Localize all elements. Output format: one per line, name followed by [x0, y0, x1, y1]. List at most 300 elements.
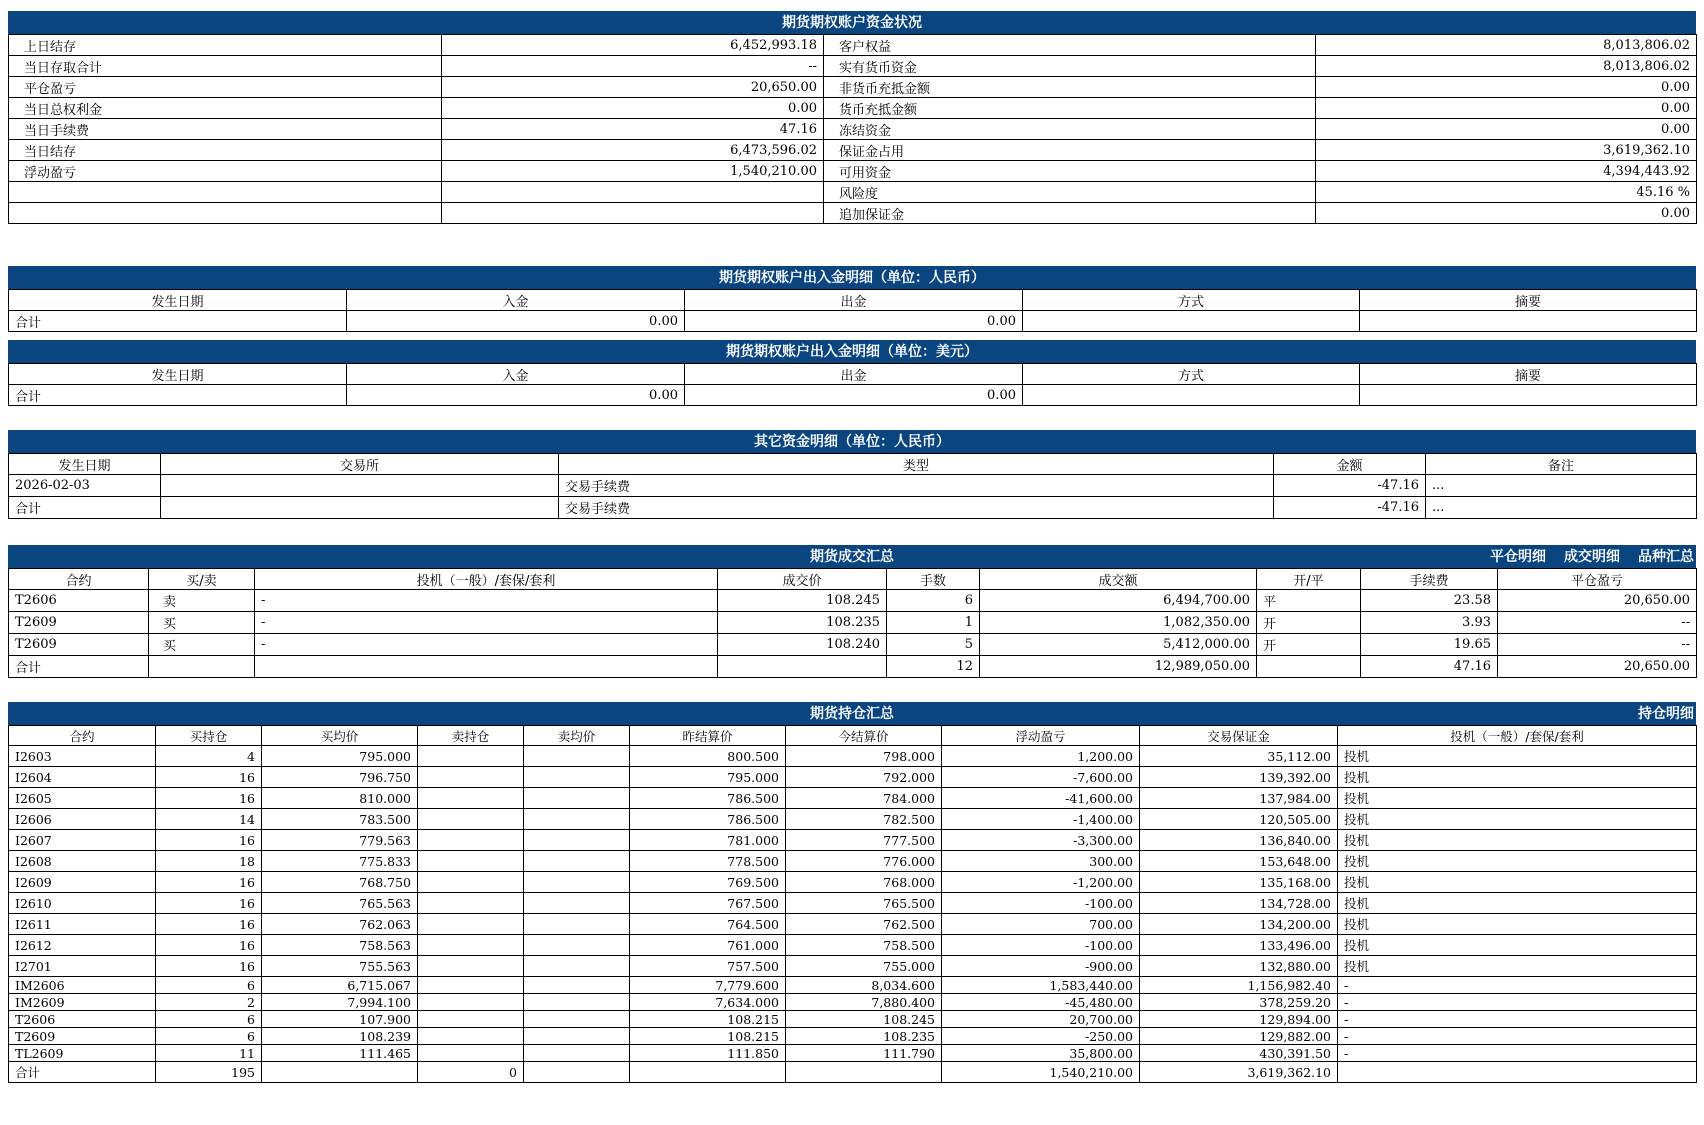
- column-header: 交易所: [161, 454, 559, 475]
- other-funds-title: 其它资金明细（单位：人民币）: [8, 430, 1696, 453]
- trade-summary-link[interactable]: 成交明细: [1564, 549, 1620, 565]
- table-cell: -: [255, 634, 718, 656]
- column-header: 交易保证金: [1140, 726, 1338, 746]
- fund-item-label: 非货币充抵金额: [824, 77, 1316, 98]
- table-cell: -45,480.00: [942, 994, 1140, 1011]
- table-cell: 平: [1257, 590, 1361, 612]
- table-cell: 开: [1257, 612, 1361, 634]
- fund-item-label: 当日手续费: [9, 119, 442, 140]
- column-header: 合约: [9, 726, 156, 746]
- table-row: [9, 497, 1697, 519]
- table-cell: 投机: [1338, 830, 1697, 851]
- table-cell: 765.563: [262, 893, 418, 914]
- table-cell: 1,156,982.40: [1140, 977, 1338, 994]
- total-value: [524, 1062, 630, 1083]
- table-cell: 782.500: [786, 809, 942, 830]
- table-cell: 1,583,440.00: [942, 977, 1140, 994]
- trade-summary-section: [8, 545, 1696, 678]
- fund-item-value: 47.16: [442, 119, 824, 140]
- table-cell: 16: [156, 788, 262, 809]
- table-cell: 投机: [1338, 767, 1697, 788]
- table-cell: 开: [1257, 634, 1361, 656]
- total-label: 合计: [9, 1062, 156, 1083]
- table-cell: [418, 851, 524, 872]
- column-header: 入金: [347, 364, 685, 385]
- deposit-usd-table: [8, 363, 1697, 406]
- table-cell: [418, 788, 524, 809]
- table-row: [9, 977, 1697, 994]
- total-value: 0.00: [685, 385, 1023, 406]
- total-value: 1,540,210.00: [942, 1062, 1140, 1083]
- position-summary-link[interactable]: 持仓明细: [1638, 706, 1694, 722]
- column-header: 方式: [1023, 290, 1360, 311]
- table-cell: [418, 977, 524, 994]
- table-cell: I2608: [9, 851, 156, 872]
- fund-item-value: [442, 182, 824, 203]
- table-cell: [524, 851, 630, 872]
- fund-item-value: 6,473,596.02: [442, 140, 824, 161]
- table-cell: [418, 872, 524, 893]
- table-cell: 16: [156, 956, 262, 977]
- table-row: [9, 590, 1697, 612]
- table-cell: [524, 1011, 630, 1028]
- table-cell: T2606: [9, 590, 149, 612]
- table-cell: -1,400.00: [942, 809, 1140, 830]
- table-cell: -100.00: [942, 893, 1140, 914]
- table-cell: 3.93: [1361, 612, 1498, 634]
- total-value: 195: [156, 1062, 262, 1083]
- fund-item-value: 45.16 %: [1316, 182, 1697, 203]
- column-header: 备注: [1426, 454, 1697, 475]
- table-cell: 755.563: [262, 956, 418, 977]
- total-value: [149, 656, 255, 678]
- table-cell: 795.000: [262, 746, 418, 767]
- fund-status-table: [8, 34, 1697, 224]
- table-cell: T2606: [9, 1011, 156, 1028]
- table-cell: [524, 956, 630, 977]
- total-value: [1338, 1062, 1697, 1083]
- table-cell: [418, 746, 524, 767]
- table-cell: 5,412,000.00: [980, 634, 1257, 656]
- table-cell: -100.00: [942, 935, 1140, 956]
- table-row: [9, 994, 1697, 1011]
- table-cell: 129,882.00: [1140, 1028, 1338, 1045]
- table-cell: 23.58: [1361, 590, 1498, 612]
- column-header: 开/平: [1257, 569, 1361, 590]
- table-cell: [418, 956, 524, 977]
- table-cell: 133,496.00: [1140, 935, 1338, 956]
- fund-item-value: 8,013,806.02: [1316, 35, 1697, 56]
- fund-status-row: [9, 98, 1697, 119]
- table-cell: -47.16: [1274, 475, 1426, 497]
- table-cell: 1: [887, 612, 980, 634]
- total-value: [1360, 385, 1697, 406]
- table-cell: 792.000: [786, 767, 942, 788]
- table-cell: 19.65: [1361, 634, 1498, 656]
- column-header: 投机（一般）/套保/套利: [255, 569, 718, 590]
- fund-status-row: [9, 140, 1697, 161]
- table-cell: I2606: [9, 809, 156, 830]
- table-cell: [418, 767, 524, 788]
- table-cell: 796.750: [262, 767, 418, 788]
- table-cell: 2026-02-03: [9, 475, 161, 497]
- table-cell: 卖: [149, 590, 255, 612]
- table-cell: 16: [156, 935, 262, 956]
- column-header: 买/卖: [149, 569, 255, 590]
- position-summary-table: [8, 725, 1697, 1083]
- table-cell: 2: [156, 994, 262, 1011]
- table-cell: 买: [149, 634, 255, 656]
- total-row: [9, 311, 1697, 332]
- header-row: [9, 364, 1697, 385]
- column-header: 平仓盈亏: [1498, 569, 1697, 590]
- table-cell: -: [1338, 994, 1697, 1011]
- fund-item-label: 当日结存: [9, 140, 442, 161]
- table-cell: 1,082,350.00: [980, 612, 1257, 634]
- table-cell: 111.850: [630, 1045, 786, 1062]
- column-header: 手续费: [1361, 569, 1498, 590]
- fund-item-value: 0.00: [1316, 203, 1697, 224]
- table-cell: 778.500: [630, 851, 786, 872]
- other-funds-section: [8, 430, 1696, 519]
- column-header: 买均价: [262, 726, 418, 746]
- table-cell: 6,494,700.00: [980, 590, 1257, 612]
- table-cell: 779.563: [262, 830, 418, 851]
- table-cell: 107.900: [262, 1011, 418, 1028]
- table-cell: 35,800.00: [942, 1045, 1140, 1062]
- table-cell: IM2606: [9, 977, 156, 994]
- total-value: 47.16: [1361, 656, 1498, 678]
- total-label: 合计: [9, 385, 347, 406]
- column-header: 今结算价: [786, 726, 942, 746]
- table-row: [9, 956, 1697, 977]
- table-cell: -3,300.00: [942, 830, 1140, 851]
- table-cell: 6: [156, 977, 262, 994]
- fund-item-value: [442, 203, 824, 224]
- fund-item-label: 平仓盈亏: [9, 77, 442, 98]
- table-cell: 买: [149, 612, 255, 634]
- fund-item-value: 20,650.00: [442, 77, 824, 98]
- table-cell: -900.00: [942, 956, 1140, 977]
- deposit-cny-table: [8, 289, 1697, 332]
- total-label: 合计: [9, 311, 347, 332]
- table-cell: 投机: [1338, 956, 1697, 977]
- table-row: [9, 1028, 1697, 1045]
- other-funds-table: [8, 453, 1697, 519]
- table-cell: [524, 1028, 630, 1045]
- table-cell: I2607: [9, 830, 156, 851]
- table-cell: 交易手续费: [559, 475, 1274, 497]
- table-cell: [524, 788, 630, 809]
- table-row: [9, 851, 1697, 872]
- total-value: [630, 1062, 786, 1083]
- table-cell: 16: [156, 830, 262, 851]
- fund-item-label: 可用资金: [824, 161, 1316, 182]
- fund-item-label: 风险度: [824, 182, 1316, 203]
- table-cell: [524, 935, 630, 956]
- fund-item-value: --: [442, 56, 824, 77]
- fund-item-label: 客户权益: [824, 35, 1316, 56]
- column-header: 出金: [685, 290, 1023, 311]
- table-cell: [524, 809, 630, 830]
- table-cell: I2604: [9, 767, 156, 788]
- fund-item-value: 0.00: [1316, 98, 1697, 119]
- trade-summary-link[interactable]: 平仓明细: [1490, 549, 1546, 565]
- table-row: [9, 475, 1697, 497]
- position-summary-title: 期货持仓汇总: [810, 706, 894, 722]
- table-cell: 430,391.50: [1140, 1045, 1338, 1062]
- table-cell: 768.000: [786, 872, 942, 893]
- column-header: 发生日期: [9, 290, 347, 311]
- column-header: 买持仓: [156, 726, 262, 746]
- fund-item-value: 1,540,210.00: [442, 161, 824, 182]
- table-cell: [418, 935, 524, 956]
- fund-item-label: 上日结存: [9, 35, 442, 56]
- table-cell: 20,700.00: [942, 1011, 1140, 1028]
- column-header: 昨结算价: [630, 726, 786, 746]
- table-cell: 134,200.00: [1140, 914, 1338, 935]
- total-value: 0.00: [685, 311, 1023, 332]
- table-row: [9, 935, 1697, 956]
- table-cell: 758.500: [786, 935, 942, 956]
- table-cell: 108.235: [718, 612, 887, 634]
- fund-item-value: 8,013,806.02: [1316, 56, 1697, 77]
- table-cell: 20,650.00: [1498, 590, 1697, 612]
- table-cell: 投机: [1338, 893, 1697, 914]
- table-cell: 6: [156, 1028, 262, 1045]
- table-cell: 700.00: [942, 914, 1140, 935]
- table-cell: 784.000: [786, 788, 942, 809]
- table-cell: 35,112.00: [1140, 746, 1338, 767]
- table-cell: 108.235: [786, 1028, 942, 1045]
- trade-summary-table: [8, 568, 1697, 678]
- fund-status-row: [9, 35, 1697, 56]
- column-header: 发生日期: [9, 454, 161, 475]
- table-cell: 4: [156, 746, 262, 767]
- fund-item-label: 保证金占用: [824, 140, 1316, 161]
- table-cell: [418, 830, 524, 851]
- total-value: [1257, 656, 1361, 678]
- total-value: [786, 1062, 942, 1083]
- table-cell: 16: [156, 767, 262, 788]
- total-value: 0.00: [347, 311, 685, 332]
- table-cell: 16: [156, 893, 262, 914]
- table-cell: I2603: [9, 746, 156, 767]
- table-row: [9, 914, 1697, 935]
- fund-status-row: [9, 119, 1697, 140]
- deposit-usd-title: 期货期权账户出入金明细（单位：美元）: [8, 340, 1696, 363]
- table-cell: -: [255, 590, 718, 612]
- table-row: [9, 830, 1697, 851]
- column-header: 成交价: [718, 569, 887, 590]
- position-summary-section: [8, 702, 1696, 1083]
- deposit-cny-section: [8, 266, 1696, 332]
- trade-summary-link[interactable]: 品种汇总: [1638, 549, 1694, 565]
- table-cell: 108.245: [718, 590, 887, 612]
- table-cell: -1,200.00: [942, 872, 1140, 893]
- table-cell: 18: [156, 851, 262, 872]
- table-cell: ...: [1426, 475, 1697, 497]
- table-row: [9, 612, 1697, 634]
- table-cell: -250.00: [942, 1028, 1140, 1045]
- table-cell: 108.240: [718, 634, 887, 656]
- column-header: 手数: [887, 569, 980, 590]
- table-cell: [524, 1045, 630, 1062]
- table-cell: T2609: [9, 634, 149, 656]
- table-cell: 135,168.00: [1140, 872, 1338, 893]
- table-cell: [524, 977, 630, 994]
- table-cell: 758.563: [262, 935, 418, 956]
- total-value: [1023, 311, 1360, 332]
- column-header: 摘要: [1360, 290, 1697, 311]
- table-cell: -7,600.00: [942, 767, 1140, 788]
- fund-item-label: 浮动盈亏: [9, 161, 442, 182]
- table-cell: ...: [1426, 497, 1697, 519]
- table-cell: I2610: [9, 893, 156, 914]
- table-cell: 14: [156, 809, 262, 830]
- table-row: [9, 1045, 1697, 1062]
- table-cell: 1,200.00: [942, 746, 1140, 767]
- table-cell: 108.215: [630, 1028, 786, 1045]
- table-cell: -: [255, 612, 718, 634]
- column-header: 入金: [347, 290, 685, 311]
- table-cell: I2605: [9, 788, 156, 809]
- table-cell: 16: [156, 914, 262, 935]
- table-cell: [418, 893, 524, 914]
- table-cell: [524, 830, 630, 851]
- table-cell: 762.500: [786, 914, 942, 935]
- table-cell: I2609: [9, 872, 156, 893]
- table-cell: [524, 746, 630, 767]
- fund-status-row: [9, 77, 1697, 98]
- table-cell: 300.00: [942, 851, 1140, 872]
- table-row: [9, 788, 1697, 809]
- table-cell: --: [1498, 634, 1697, 656]
- table-cell: 800.500: [630, 746, 786, 767]
- table-cell: -47.16: [1274, 497, 1426, 519]
- table-cell: [418, 809, 524, 830]
- table-cell: 765.500: [786, 893, 942, 914]
- table-cell: 108.245: [786, 1011, 942, 1028]
- table-cell: [161, 497, 559, 519]
- column-header: 金额: [1274, 454, 1426, 475]
- table-cell: 6: [887, 590, 980, 612]
- header-row: [9, 726, 1697, 746]
- table-cell: [524, 872, 630, 893]
- fund-item-label: 实有货币资金: [824, 56, 1316, 77]
- table-cell: 11: [156, 1045, 262, 1062]
- total-value: 3,619,362.10: [1140, 1062, 1338, 1083]
- table-cell: -: [1338, 1045, 1697, 1062]
- table-cell: TL2609: [9, 1045, 156, 1062]
- column-header: 合约: [9, 569, 149, 590]
- table-cell: 111.790: [786, 1045, 942, 1062]
- position-summary-links: [1620, 702, 1694, 726]
- fund-status-row: [9, 161, 1697, 182]
- total-value: [718, 656, 887, 678]
- table-cell: 投机: [1338, 746, 1697, 767]
- fund-status-row: [9, 56, 1697, 77]
- table-cell: 139,392.00: [1140, 767, 1338, 788]
- table-cell: 8,034.600: [786, 977, 942, 994]
- column-header: 方式: [1023, 364, 1360, 385]
- table-cell: 投机: [1338, 914, 1697, 935]
- table-cell: 757.500: [630, 956, 786, 977]
- column-header: 成交额: [980, 569, 1257, 590]
- fund-item-value: 3,619,362.10: [1316, 140, 1697, 161]
- total-row: [9, 385, 1697, 406]
- table-row: [9, 634, 1697, 656]
- table-cell: 132,880.00: [1140, 956, 1338, 977]
- table-cell: 764.500: [630, 914, 786, 935]
- fund-item-label: 冻结资金: [824, 119, 1316, 140]
- fund-item-value: 6,452,993.18: [442, 35, 824, 56]
- table-cell: 153,648.00: [1140, 851, 1338, 872]
- table-cell: 6: [156, 1011, 262, 1028]
- table-cell: 786.500: [630, 788, 786, 809]
- column-header: 投机（一般）/套保/套利: [1338, 726, 1697, 746]
- table-cell: 136,840.00: [1140, 830, 1338, 851]
- table-cell: 合计: [9, 497, 161, 519]
- fund-item-label: 追加保证金: [824, 203, 1316, 224]
- table-cell: 776.000: [786, 851, 942, 872]
- table-cell: 108.239: [262, 1028, 418, 1045]
- table-cell: 129,894.00: [1140, 1011, 1338, 1028]
- table-cell: 投机: [1338, 872, 1697, 893]
- table-cell: 7,779.600: [630, 977, 786, 994]
- total-label: 合计: [9, 656, 149, 678]
- total-value: 12: [887, 656, 980, 678]
- total-row: [9, 656, 1697, 678]
- table-row: [9, 1011, 1697, 1028]
- table-cell: 378,259.20: [1140, 994, 1338, 1011]
- table-cell: 111.465: [262, 1045, 418, 1062]
- column-header: 卖均价: [524, 726, 630, 746]
- table-row: [9, 893, 1697, 914]
- table-cell: 7,880.400: [786, 994, 942, 1011]
- deposit-usd-section: [8, 340, 1696, 406]
- table-cell: I2701: [9, 956, 156, 977]
- fund-status-row: [9, 203, 1697, 224]
- table-cell: 781.000: [630, 830, 786, 851]
- fund-status-section: [8, 11, 1696, 224]
- table-cell: 16: [156, 872, 262, 893]
- table-cell: 798.000: [786, 746, 942, 767]
- table-cell: [524, 914, 630, 935]
- table-cell: 7,994.100: [262, 994, 418, 1011]
- fund-item-label: 货币充抵金额: [824, 98, 1316, 119]
- table-cell: 786.500: [630, 809, 786, 830]
- trade-summary-title: 期货成交汇总: [810, 549, 894, 565]
- table-cell: 783.500: [262, 809, 418, 830]
- table-row: [9, 872, 1697, 893]
- table-cell: I2611: [9, 914, 156, 935]
- table-cell: IM2609: [9, 994, 156, 1011]
- table-cell: 120,505.00: [1140, 809, 1338, 830]
- table-row: [9, 809, 1697, 830]
- table-cell: 777.500: [786, 830, 942, 851]
- header-row: [9, 290, 1697, 311]
- table-cell: 5: [887, 634, 980, 656]
- table-cell: [418, 1011, 524, 1028]
- table-cell: 6,715.067: [262, 977, 418, 994]
- deposit-cny-title: 期货期权账户出入金明细（单位：人民币）: [8, 266, 1696, 289]
- table-cell: [418, 914, 524, 935]
- fund-item-label: [9, 182, 442, 203]
- total-value: 20,650.00: [1498, 656, 1697, 678]
- table-cell: [418, 994, 524, 1011]
- total-value: 12,989,050.00: [980, 656, 1257, 678]
